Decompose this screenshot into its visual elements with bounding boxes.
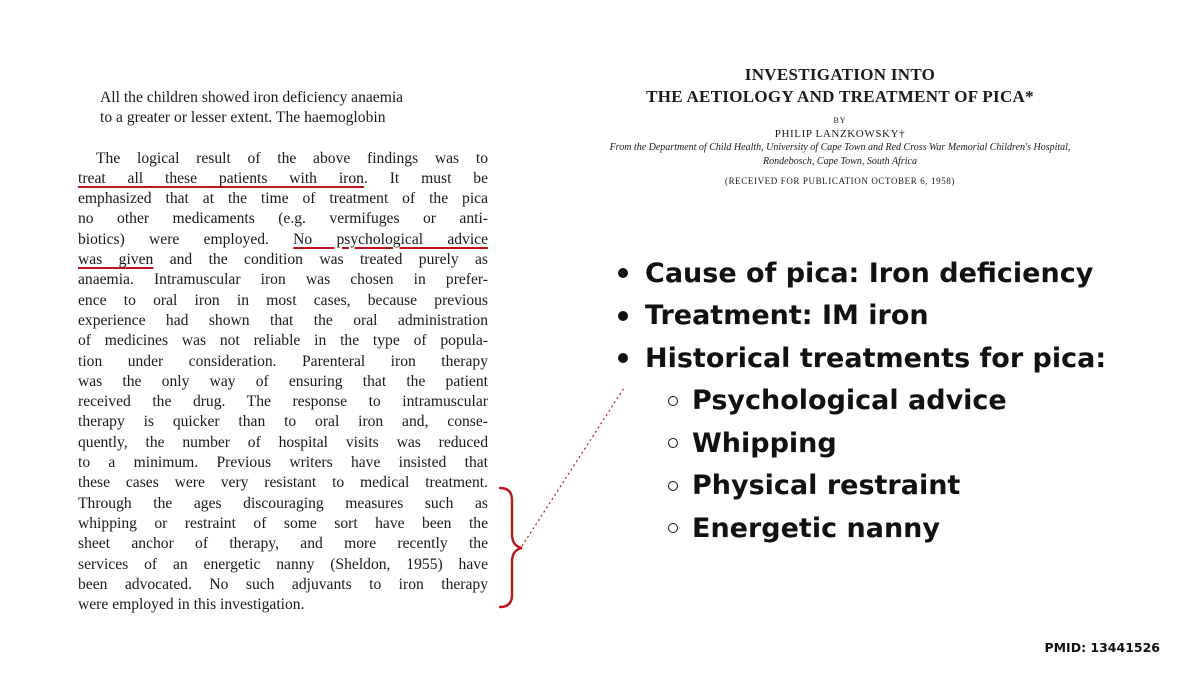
sub-bullet-psychological <box>614 380 1174 423</box>
sub-bullet-text: Physical restraint <box>692 470 961 502</box>
paper-title-line-2: THE AETIOLOGY AND TREATMENT OF PICA* <box>646 87 1034 106</box>
sub-bullet-restraint <box>614 465 1174 508</box>
excerpt-line: therapy is quicker than to oral iron and, conse- <box>78 413 488 431</box>
excerpt-text: and the condition was treated purely as <box>153 251 488 269</box>
excerpt-line: was the only way of ensuring that the patient <box>78 372 488 390</box>
sub-bullet-text: Psychological advice <box>692 385 1007 417</box>
excerpt-line: no other medicaments (e.g. vermifuges or anti- <box>78 210 488 228</box>
bullet-cause <box>614 252 1174 295</box>
paper-affiliation-line-2: Rondebosch, Cape Town, South Africa <box>763 156 917 167</box>
red-curly-bracket <box>500 488 522 607</box>
bullet-ring-icon <box>668 481 678 491</box>
pmid-label: PMID: 13441526 <box>1044 640 1160 655</box>
paper-title-line-1: INVESTIGATION INTO <box>744 65 936 84</box>
excerpt-line: The logical result of the above findings was to <box>96 149 488 167</box>
paper-header <box>560 64 1120 186</box>
excerpt-line: whipping or restraint of some sort have been the <box>78 514 488 532</box>
excerpt-line: tion under consideration. Parenteral iron therapy <box>78 352 488 370</box>
underlined-was-given: was given <box>78 251 154 269</box>
sub-bullet-text: Whipping <box>692 427 837 459</box>
bullet-text: Historical treatments for pica: <box>645 342 1107 374</box>
excerpt-line: to a greater or lesser extent. The haemoglobin <box>100 109 386 127</box>
excerpt-line: these cases were very resistant to medical treatment. <box>78 474 488 492</box>
excerpt-line: emphasized that at the time of treatment of the pica <box>78 190 488 208</box>
bullet-treatment <box>614 295 1174 338</box>
bullet-ring-icon <box>668 523 678 533</box>
bullet-ring-icon <box>668 396 678 406</box>
excerpt-line: Through the ages discouraging measures such as <box>78 494 488 512</box>
excerpt-line: to a minimum. Previous writers have insisted that <box>78 454 488 472</box>
bullet-ring-icon <box>668 438 678 448</box>
bullet-text: Treatment: IM iron <box>645 300 929 332</box>
excerpt-line: been advocated. No such adjuvants to iron therapy <box>78 575 488 593</box>
bullet-dot-icon <box>618 353 628 363</box>
bullet-dot-icon <box>618 268 628 278</box>
bullet-text: Cause of pica: Iron deficiency <box>645 257 1094 289</box>
excerpt-line: anaemia. Intramuscular iron was chosen in prefer- <box>78 271 488 289</box>
summary-bullets <box>614 252 1174 550</box>
dotted-connector-line <box>522 388 624 546</box>
excerpt-line: services of an energetic nanny (Sheldon, 1955) have <box>78 555 488 573</box>
excerpt-line: were employed in this investigation. <box>78 596 305 614</box>
excerpt-line: sheet anchor of therapy, and more recently the <box>78 535 488 553</box>
excerpt-line: of medicines was not reliable in the type of popula- <box>78 332 488 350</box>
sub-bullet-nanny <box>614 507 1174 550</box>
sub-bullet-text: Energetic nanny <box>692 512 940 544</box>
underlined-no-psychological-advice: No psychological advice <box>293 230 489 248</box>
paper-by: BY <box>833 116 847 125</box>
excerpt-line: experience had shown that the oral administration <box>78 311 488 329</box>
excerpt-line: ence to oral iron in most cases, because previous <box>78 291 488 309</box>
excerpt-line: quently, the number of hospital visits was reduced <box>78 433 488 451</box>
paper-received-date: (RECEIVED FOR PUBLICATION OCTOBER 6, 1958) <box>724 176 956 186</box>
excerpt-text: biotics) were employed. <box>78 230 294 248</box>
excerpt-line: received the drug. The response to intramuscular <box>78 393 488 411</box>
excerpt-line: All the children showed iron deficiency anaemia <box>100 89 404 106</box>
bullet-dot-icon <box>618 311 628 321</box>
paper-author: PHILIP LANZKOWSKY† <box>774 128 906 140</box>
underlined-treat-with-iron: treat all these patients with iron <box>78 169 364 187</box>
excerpt-text: . It must be <box>363 169 488 187</box>
paper-affiliation-line-1: From the Department of Child Health, University of Cape Town and Red Cross War Memorial Children's Hospital, <box>609 142 1071 153</box>
sub-bullet-whipping <box>614 422 1174 465</box>
bullet-historical <box>614 337 1174 380</box>
